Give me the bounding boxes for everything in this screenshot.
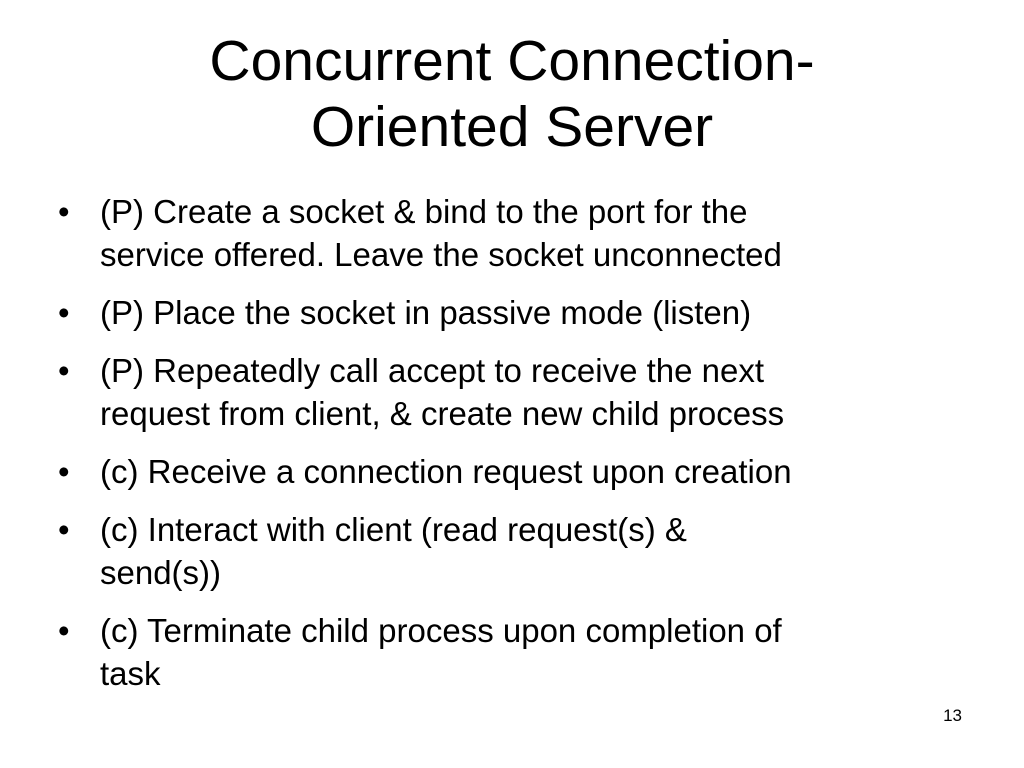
bullet-item-3 [58, 349, 958, 435]
slide-title-line-1: Concurrent Connection- [209, 29, 815, 93]
bullet-icon: • [58, 511, 70, 548]
bullet-text-line: (c) Terminate child process upon completion of [100, 612, 782, 649]
bullet-text-line: (P) Place the socket in passive mode (listen) [100, 294, 752, 331]
bullet-item-2 [58, 291, 958, 334]
bullet-text-line: (P) Create a socket & bind to the port for the [100, 193, 748, 230]
bullet-text-line: request from client, & create new child process [100, 395, 785, 432]
bullet-text-line: (c) Receive a connection request upon creation [100, 453, 792, 490]
bullet-text-line: task [100, 655, 161, 692]
bullet-icon: • [58, 612, 70, 649]
bullet-text-line: (c) Interact with client (read request(s) & [100, 511, 687, 548]
bullet-icon: • [58, 193, 70, 230]
slide-title-line-2: Oriented Server [310, 95, 714, 159]
page-number: 13 [943, 706, 962, 725]
bullet-item-5 [58, 508, 958, 594]
bullet-item-1 [58, 190, 958, 276]
bullet-icon: • [58, 352, 70, 389]
bullet-icon: • [58, 294, 70, 331]
bullet-text-line: send(s)) [100, 554, 222, 591]
slide-title [0, 28, 1024, 160]
bullet-list [58, 190, 958, 710]
bullet-item-4 [58, 450, 958, 493]
bullet-icon: • [58, 453, 70, 490]
bullet-item-6 [58, 609, 958, 695]
bullet-text-line: service offered. Leave the socket unconnected [100, 236, 782, 273]
bullet-text-line: (P) Repeatedly call accept to receive the next [100, 352, 765, 389]
